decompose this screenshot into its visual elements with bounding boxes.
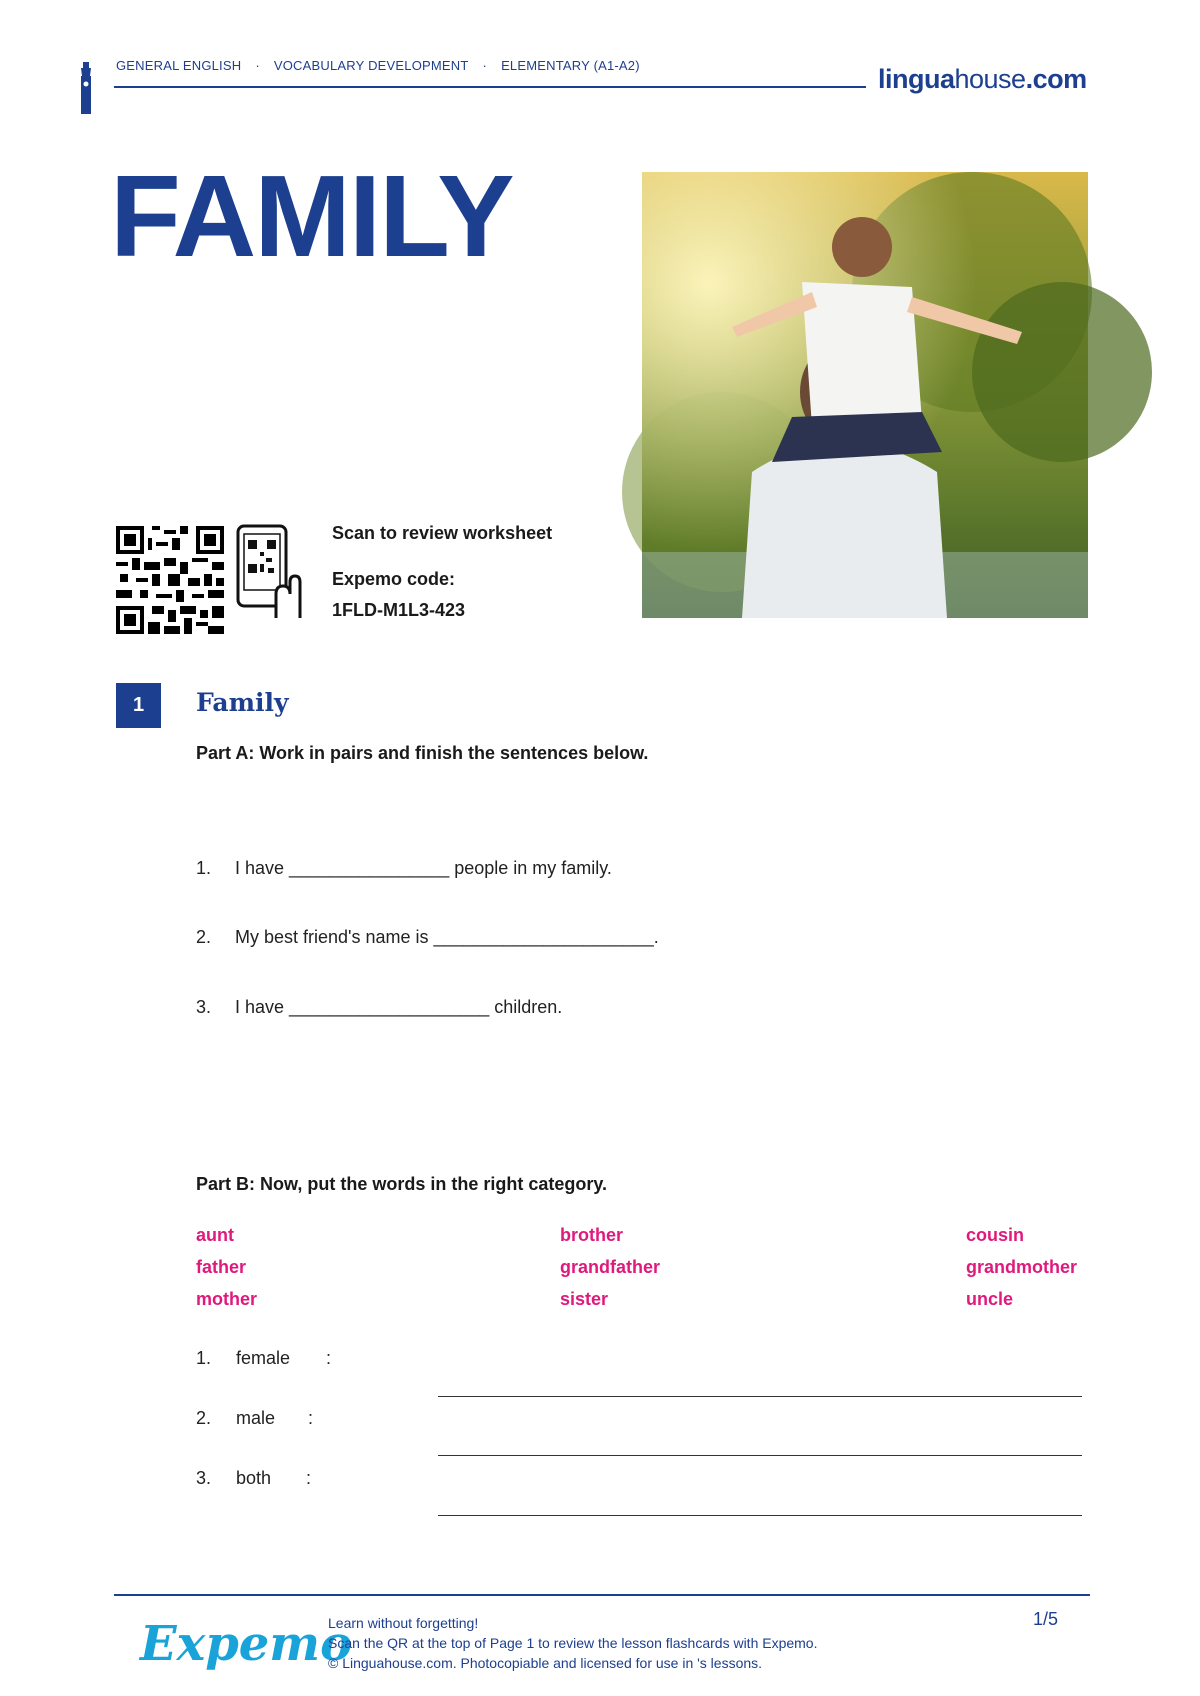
word-bank-item: uncle <box>966 1289 1014 1309</box>
category-colon: : <box>306 1468 312 1488</box>
footer-copyright: © Linguahouse.com. Photocopiable and licensed for use in 's lessons. <box>328 1655 763 1671</box>
scan-instruction: Scan to review worksheet <box>332 523 553 543</box>
footer-tagline: Learn without forgetting! <box>328 1615 479 1631</box>
category-row <box>0 1468 1200 1492</box>
section-number-badge: 1 <box>116 683 161 728</box>
category-label: male <box>236 1408 276 1428</box>
expemo-code-value: 1FLD-M1L3-423 <box>332 600 466 620</box>
expemo-code-label: Expemo code: <box>332 569 456 589</box>
tower-icon <box>78 62 94 114</box>
breadcrumb-separator: · <box>482 58 488 73</box>
footer-instruction: Scan the QR at the top of Page 1 to review the lesson flashcards with Expemo. <box>328 1635 818 1651</box>
qr-code-icon[interactable] <box>116 526 224 634</box>
word-bank-item: grandmother <box>966 1257 1078 1277</box>
breadcrumb <box>116 58 640 73</box>
answer-line[interactable] <box>438 1455 1082 1456</box>
category-row <box>0 1408 1200 1432</box>
breadcrumb-item-topic: VOCABULARY DEVELOPMENT <box>273 58 469 73</box>
word-bank-item: father <box>196 1257 247 1277</box>
sentence-number: 2. <box>196 927 212 947</box>
sentence-number: 3. <box>196 997 212 1017</box>
category-row <box>0 1348 1200 1372</box>
answer-line[interactable] <box>438 1515 1082 1516</box>
word-bank-item: cousin <box>966 1225 1025 1245</box>
category-label: both <box>236 1468 272 1488</box>
sentence-number: 1. <box>196 858 212 878</box>
category-label: female <box>236 1348 291 1368</box>
logo-text-house: house <box>954 64 1026 94</box>
page-number: 1/5 <box>1033 1609 1059 1629</box>
sentence-text: I have ________________ people in my family. <box>235 858 612 878</box>
expemo-logo-text: Expemo <box>140 1616 353 1672</box>
word-bank-item: brother <box>560 1225 623 1245</box>
category-colon: : <box>308 1408 314 1428</box>
word-bank-item: aunt <box>196 1225 234 1245</box>
phone-scan-icon <box>236 524 302 618</box>
linguahouse-logo <box>878 64 1087 95</box>
word-bank-item: sister <box>560 1289 609 1309</box>
category-number: 3. <box>196 1468 212 1488</box>
category-number: 2. <box>196 1408 212 1428</box>
word-bank-item: grandfather <box>560 1257 661 1277</box>
breadcrumb-item-level: ELEMENTARY (A1-A2) <box>501 58 640 73</box>
category-number: 1. <box>196 1348 212 1368</box>
part-a-instruction: Part A: Work in pairs and finish the sentences below. <box>196 743 649 763</box>
expemo-logo <box>140 1604 353 1686</box>
breadcrumb-item-course: GENERAL ENGLISH <box>116 58 242 73</box>
breadcrumb-separator: · <box>255 58 260 73</box>
sentence-text: My best friend's name is ______________________. <box>235 927 659 947</box>
family-photo <box>642 172 1088 618</box>
word-bank-item: mother <box>196 1289 258 1309</box>
category-colon: : <box>326 1348 332 1368</box>
header-rule <box>114 86 866 88</box>
footer-rule <box>114 1594 1090 1596</box>
logo-text-lingua: lingua <box>878 64 955 94</box>
sentence-text: I have ____________________ children. <box>235 997 563 1017</box>
logo-text-com: .com <box>1025 64 1087 94</box>
answer-line[interactable] <box>438 1396 1082 1397</box>
footer-text <box>328 1613 818 1673</box>
section-title: Family <box>196 688 289 717</box>
part-b-instruction: Part B: Now, put the words in the right category. <box>196 1174 608 1194</box>
page-title: FAMILY <box>110 151 513 281</box>
